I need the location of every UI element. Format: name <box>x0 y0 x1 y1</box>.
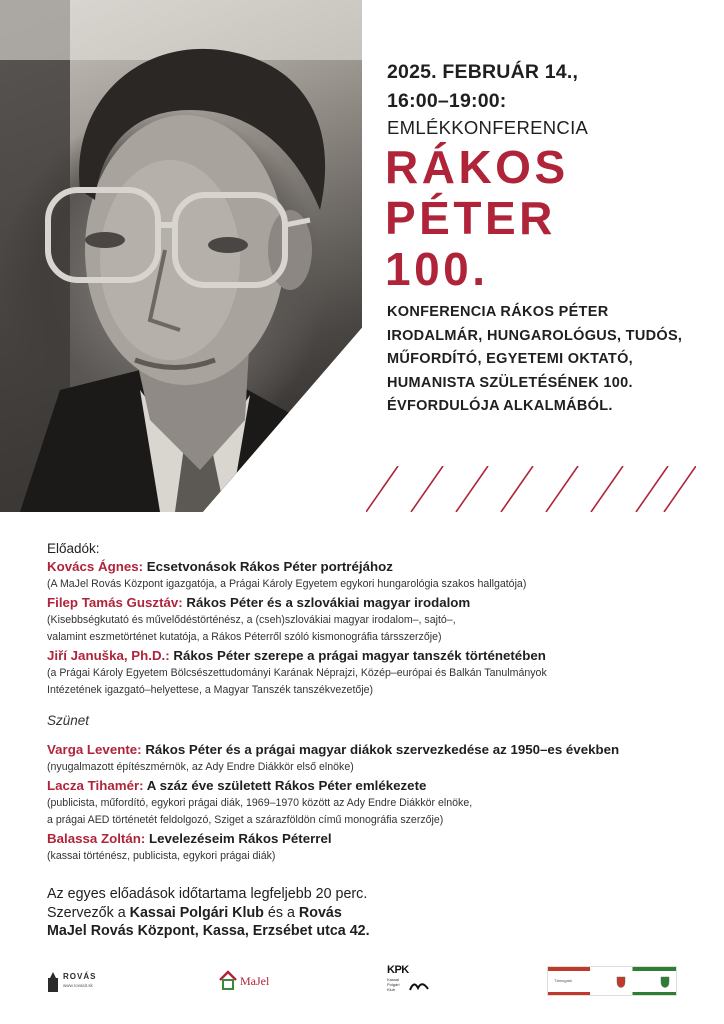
title-line-1: RÁKOS <box>385 141 569 193</box>
majel-logo <box>218 968 278 998</box>
talk-title: A száz éve született Rákos Péter emlékezete <box>146 778 427 793</box>
closing-info <box>47 885 370 941</box>
organizer-1: Kassai Polgári Klub <box>129 904 264 921</box>
event-type: EMLÉKKONFERENCIA <box>387 117 589 138</box>
talk-item <box>47 646 697 699</box>
talk-speaker: Jiří Januška, Ph.D.: <box>47 648 170 663</box>
sponsor-logos <box>0 958 724 1008</box>
talk-speaker: Lacza Tihamér: <box>47 778 144 793</box>
majel-house-icon <box>218 970 238 990</box>
title-line-2: PÉTER <box>385 192 556 244</box>
talk-description: (Kisebbségkutató és művelődéstörténész, a (cseh)szlovákiai magyar irodalom–, sajtó–, <box>47 614 456 626</box>
break-label: Szünet <box>47 713 90 728</box>
talk-description: (publicista, műfordító, egykori prágai diák, 1969–1970 között az Ady Endre Diákkör elnöke, <box>47 797 473 809</box>
duration-note: Az egyes előadások időtartama legfeljebb 20 perc. <box>47 886 368 902</box>
event-time-line: 16:00–19:00: <box>387 90 507 112</box>
rovas-logo <box>46 970 106 1000</box>
coat-of-arms-icon <box>616 976 626 988</box>
talk-description: (a Prágai Károly Egyetem Bölcsészettudományi Karának Néprajzi, Közép–európai és Balkán Tanulmányok <box>47 667 547 679</box>
organizer-2: Rovás <box>298 904 342 921</box>
talk-speaker: Varga Levente: <box>47 742 142 757</box>
event-date-line: 2025. FEBRUÁR 14., <box>387 61 579 83</box>
talk-title: Levelezéseim Rákos Péterrel <box>148 831 332 846</box>
talk-speaker: Filep Tamás Gusztáv: <box>47 595 183 610</box>
majel-name: MaJel <box>240 974 270 988</box>
rovas-url: www.rovasit.sk <box>63 983 93 988</box>
event-subtitle: KONFERENCIA RÁKOS PÉTER IRODALMÁR, HUNGAROLÓGUS, TUDÓS, MŰFORDÍTÓ, EGYETEMI OKTATÓ, HUMANISTA SZÜLETÉSÉNEK 100. ÉVFORDULÓJA ALKALMÁBÓL. <box>387 304 683 414</box>
talk-speaker: Kovács Ágnes: <box>47 559 144 574</box>
coat-of-arms-icon <box>660 976 670 988</box>
talk-title: Rákos Péter szerepe a prágai magyar tanszék történetében <box>173 648 546 663</box>
talk-description: a prágai AED történetét feldolgozó, Sziget a szárazföldön című monográfia szerzője) <box>47 814 444 826</box>
kpk-mark-icon <box>409 980 429 992</box>
organizers-line <box>47 904 370 923</box>
title-line-3: 100. <box>385 243 489 295</box>
funder-text: Támogató <box>554 978 573 983</box>
rovas-name: ROVÁS <box>63 972 97 981</box>
kpk-logo <box>387 964 433 998</box>
program <box>47 540 697 865</box>
portrait-illustration <box>0 0 362 512</box>
talk-item <box>47 776 697 829</box>
event-title <box>385 142 569 295</box>
organizers-prefix: Szervezők a <box>47 904 130 921</box>
talk-title: Ecsetvonások Rákos Péter portréjához <box>146 559 393 574</box>
venue: MaJel Rovás Központ, Kassa, Erzsébet utca 42. <box>47 923 370 939</box>
speakers-label: Előadók: <box>47 541 100 556</box>
talk-title: Rákos Péter és a szlovákiai magyar irodalom <box>186 595 471 610</box>
funder-flag-stripe <box>548 992 676 995</box>
talk-item <box>47 740 697 776</box>
kpk-name: KPK <box>387 964 409 976</box>
funder-logo <box>547 966 677 996</box>
talk-description: Intézetének igazgató–helyettese, a Magyar Tanszék tanszékvezetője) <box>47 684 374 696</box>
talk-title: Rákos Péter és a prágai magyar diákok szervezkedése az 1950–es években <box>145 742 620 757</box>
talk-description: (A MaJel Rovás Központ igazgatója, a Prágai Károly Egyetem egykori hungarológia szakos hallgatója) <box>47 578 527 590</box>
talk-item <box>47 593 697 646</box>
event-date <box>387 58 578 116</box>
kpk-subtitle: Kassai Polgári Klub <box>387 977 400 992</box>
funder-flag-stripe <box>548 967 676 971</box>
decorative-stripes <box>366 466 696 512</box>
talk-item <box>47 557 697 593</box>
talk-description: valamint eszmetörténet kutatója, a Rákos Péterről szóló kismonográfia társszerzője) <box>47 631 442 643</box>
portrait-photo <box>0 0 362 512</box>
rovas-emblem-icon <box>46 972 60 992</box>
talk-speaker: Balassa Zoltán: <box>47 831 146 846</box>
organizers-mid: és a <box>263 904 299 921</box>
talk-item <box>47 829 697 865</box>
talk-description: (nyugalmazott építészmérnök, az Ady Endre Diákkör első elnöke) <box>47 761 354 773</box>
talk-description: (kassai történész, publicista, egykori prágai diák) <box>47 850 276 862</box>
